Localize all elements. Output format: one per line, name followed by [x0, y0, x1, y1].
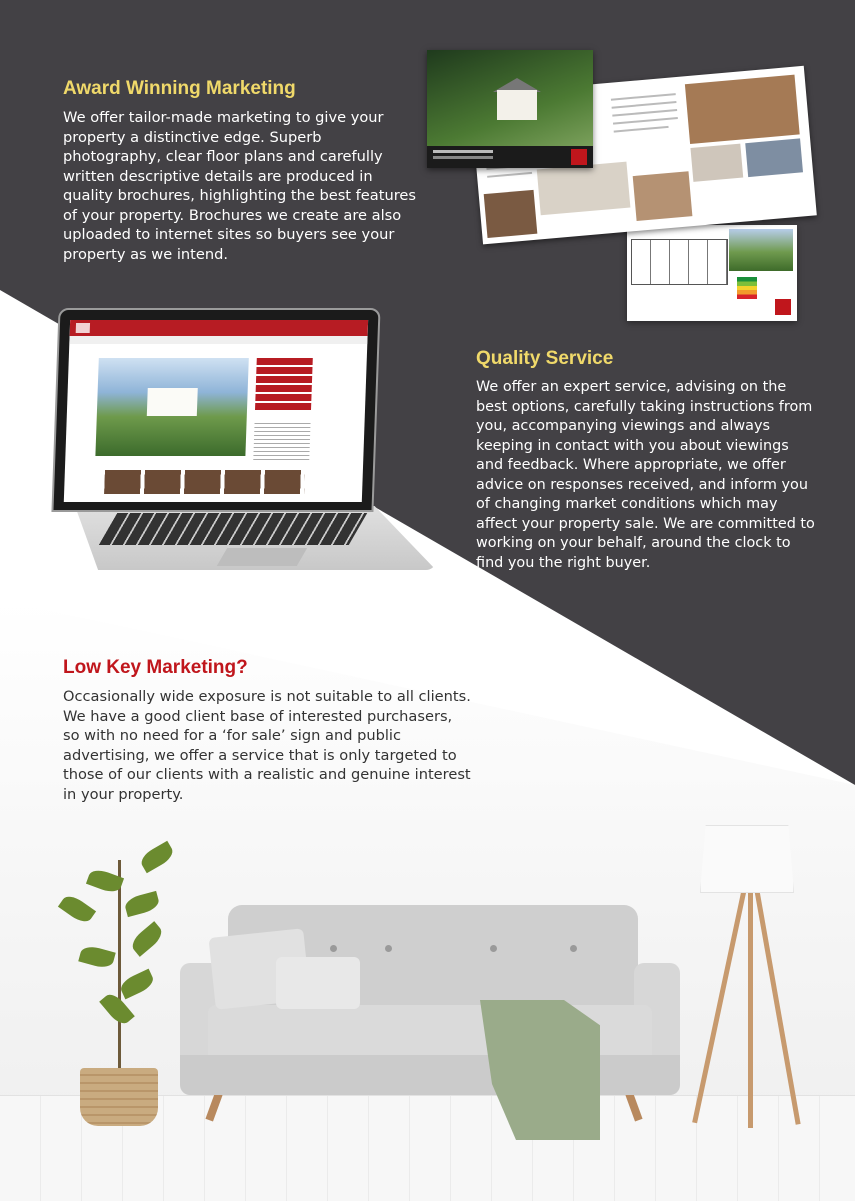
website-screenshot	[64, 320, 368, 502]
energy-rating-chart	[737, 277, 757, 299]
laptop-trackpad	[217, 548, 307, 566]
quality-body: We offer an expert service, advising on the best options, carefully taking instructions from you, accompanying viewings and always keeping in contact with you about viewings and feedback. Where appropriate, we offer advice on responses received, and inform you of changing market conditions which may affect your property sale. We are committed to working on your behalf, around the clock to find you the right buyer.	[476, 379, 815, 571]
award-heading: Award Winning Marketing	[63, 78, 296, 99]
website-thumbnails	[104, 470, 305, 494]
award-winning-marketing-section	[63, 78, 418, 264]
award-body: We offer tailor-made marketing to give your property a distinctive edge. Superb photography, clear floor plans and carefully written descriptive details are produced in quality brochures, highlighting the best features of your property. Brochures we create are also uploaded to internet sites so buyers see your property as we intend.	[63, 109, 416, 263]
website-hero-photo	[95, 358, 248, 456]
laptop-screen	[51, 308, 380, 512]
lowkey-body: Occasionally wide exposure is not suitable to all clients. We have a good client base of interested purchasers, so with no need for a ‘for sale’ sign and public advertising, we offer a service that is only targeted to those of our clients with a realistic and genuine interest in your property.	[63, 688, 471, 803]
brochure-cover	[427, 50, 593, 168]
laptop-website-mockup-image	[52, 308, 437, 570]
low-key-marketing-section	[63, 657, 473, 804]
plant-stem	[118, 860, 121, 1070]
agency-logo	[775, 299, 791, 315]
floor-lamp-shade	[700, 825, 794, 893]
laptop-keyboard	[99, 513, 367, 545]
website-key-features	[253, 420, 310, 460]
brochure-mockup-image	[425, 50, 810, 325]
grey-sofa	[180, 905, 680, 1120]
lamp-leg	[748, 888, 753, 1128]
sofa-cushion	[276, 957, 360, 1009]
quality-heading: Quality Service	[476, 348, 614, 369]
quality-service-section	[476, 348, 816, 573]
floor-plan-drawing	[631, 239, 728, 285]
lowkey-heading: Low Key Marketing?	[63, 657, 248, 678]
green-throw-blanket	[480, 1000, 600, 1140]
wicker-plant-basket	[80, 1068, 158, 1126]
agency-logo	[571, 149, 587, 165]
brochure-floorplan-page	[627, 225, 797, 321]
property-photo	[729, 229, 793, 271]
website-action-buttons	[255, 358, 313, 412]
